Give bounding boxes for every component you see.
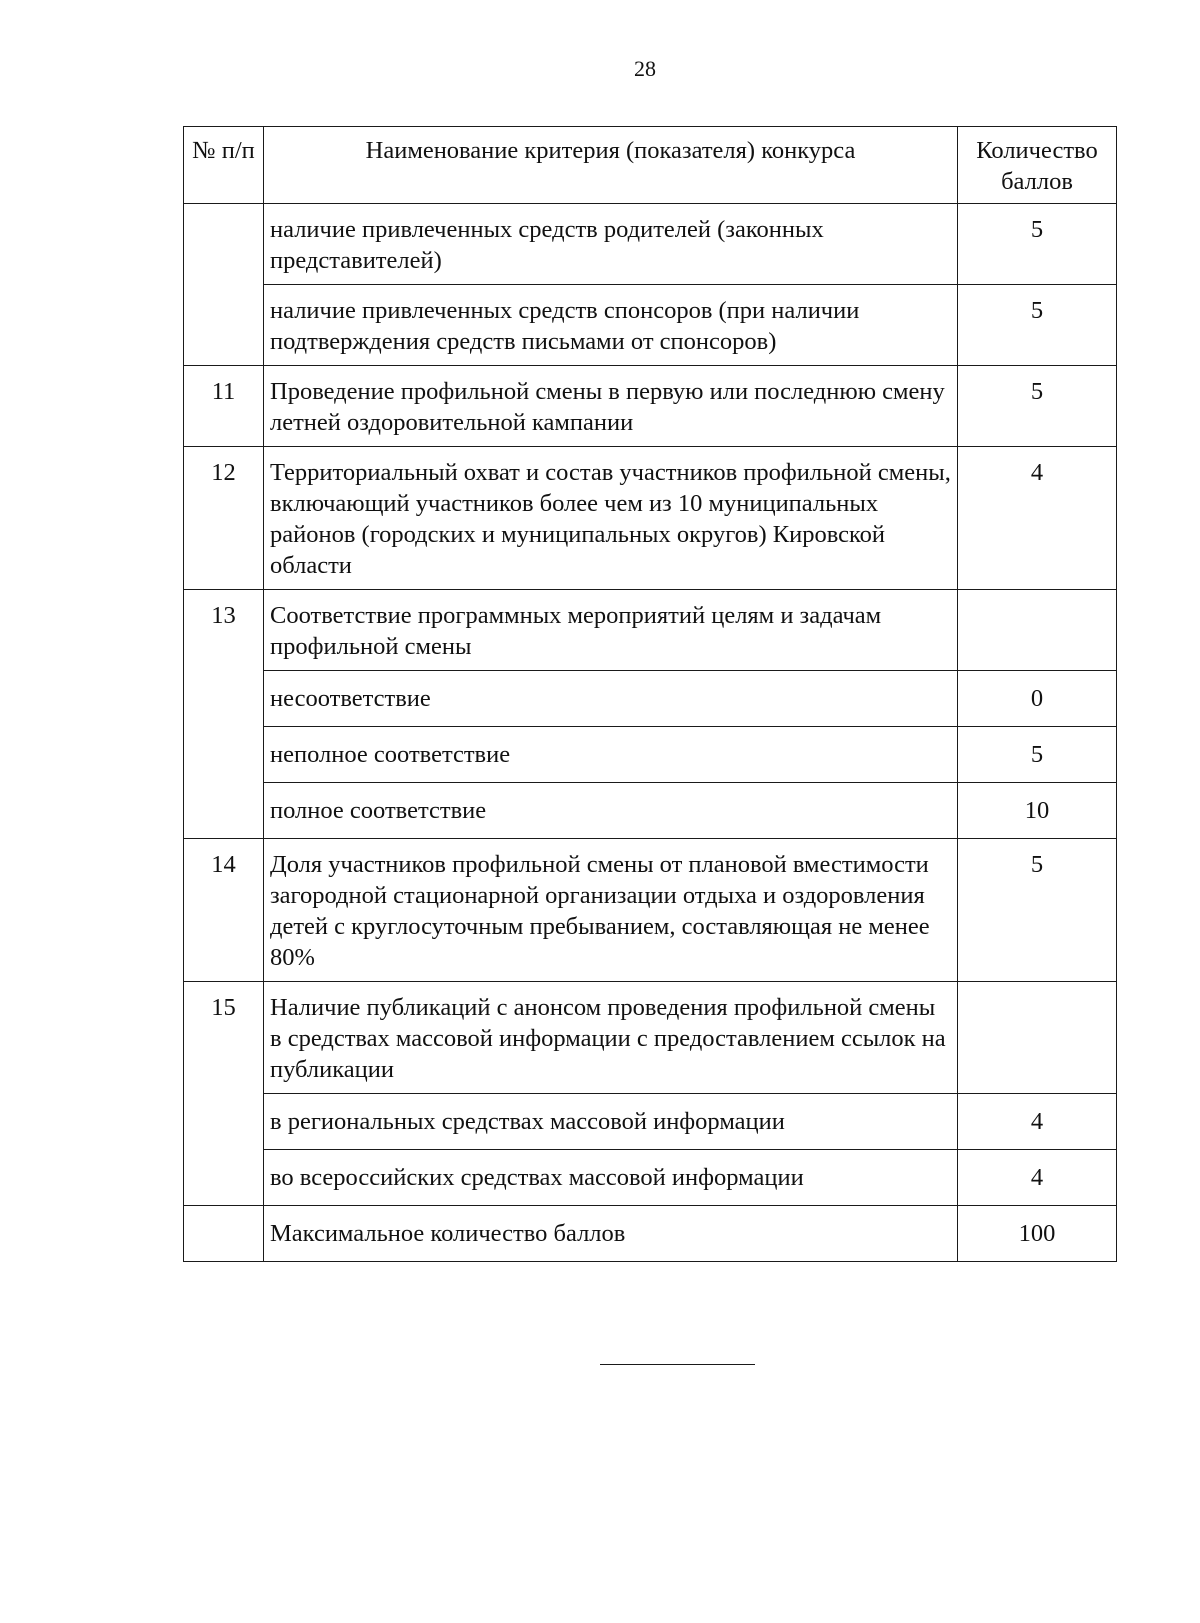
total-row	[184, 1206, 1117, 1262]
row-score: 10	[958, 783, 1117, 839]
row-criterion: Проведение профильной смены в первую или последнюю смену летней оздоровительной кампании	[264, 366, 958, 447]
row-number: 11	[184, 366, 264, 447]
row-score: 100	[958, 1206, 1117, 1262]
criteria-table	[183, 126, 1117, 1262]
closing-divider	[600, 1364, 755, 1365]
row-score: 4	[958, 447, 1117, 590]
row-score: 5	[958, 727, 1117, 783]
row-number: 12	[184, 447, 264, 590]
row-score: 5	[958, 204, 1117, 285]
table-row	[184, 1150, 1117, 1206]
row-criterion: Доля участников профильной смены от плановой вместимости загородной стационарной организации отдыха и оздоровления детей с круглосуточным пребыванием, составляющая не менее 80%	[264, 839, 958, 982]
header-number: № п/п	[184, 127, 264, 204]
page-number: 28	[634, 56, 656, 81]
table-row	[184, 982, 1117, 1094]
row-score: 5	[958, 366, 1117, 447]
table-row	[184, 447, 1117, 590]
row-criterion: неполное соответствие	[264, 727, 958, 783]
table-row	[184, 727, 1117, 783]
row-criterion: Территориальный охват и состав участников профильной смены, включающий участников более чем из 10 муниципальных районов (городских и муниципальных округов) Кировской области	[264, 447, 958, 590]
row-score: 4	[958, 1094, 1117, 1150]
row-criterion: Наличие публикаций с анонсом проведения профильной смены в средствах массовой информации с предоставлением ссылок на публикации	[264, 982, 958, 1094]
row-number: 14	[184, 839, 264, 982]
table-row	[184, 671, 1117, 727]
row-criterion: в региональных средствах массовой информации	[264, 1094, 958, 1150]
row-number	[184, 1206, 264, 1262]
row-criterion: Максимальное количество баллов	[264, 1206, 958, 1262]
table-header-row	[184, 127, 1117, 204]
header-criterion: Наименование критерия (показателя) конкурса	[264, 127, 958, 204]
row-number	[184, 204, 264, 366]
table-row	[184, 783, 1117, 839]
table-row	[184, 285, 1117, 366]
row-criterion: полное соответствие	[264, 783, 958, 839]
row-criterion: наличие привлеченных средств родителей (законных представителей)	[264, 204, 958, 285]
table-row	[184, 204, 1117, 285]
row-criterion: наличие привлеченных средств спонсоров (при наличии подтверждения средств письмами от спонсоров)	[264, 285, 958, 366]
table-row	[184, 839, 1117, 982]
table-row	[184, 366, 1117, 447]
row-score: 4	[958, 1150, 1117, 1206]
row-number: 15	[184, 982, 264, 1206]
table-row	[184, 1094, 1117, 1150]
row-criterion: во всероссийских средствах массовой информации	[264, 1150, 958, 1206]
row-criterion: Соответствие программных мероприятий целям и задачам профильной смены	[264, 590, 958, 671]
row-number: 13	[184, 590, 264, 839]
table-row	[184, 590, 1117, 671]
row-criterion: несоответствие	[264, 671, 958, 727]
row-score: 0	[958, 671, 1117, 727]
row-score: 5	[958, 285, 1117, 366]
row-score	[958, 982, 1117, 1094]
row-score	[958, 590, 1117, 671]
row-score: 5	[958, 839, 1117, 982]
header-score: Количество баллов	[958, 127, 1117, 204]
